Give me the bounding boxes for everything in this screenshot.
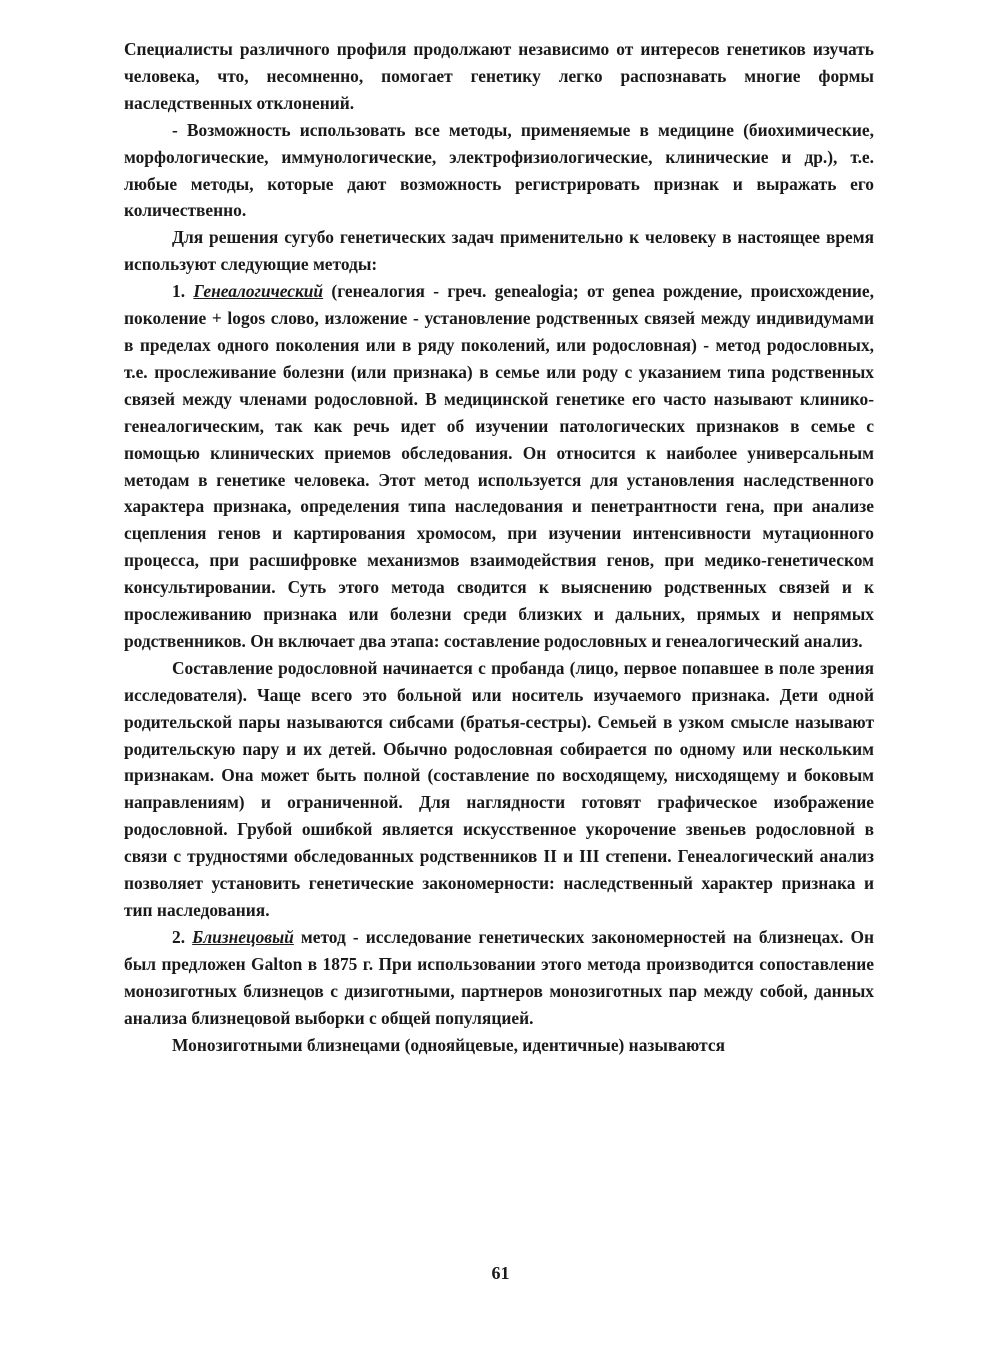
paragraph-genealogical-method: [124, 278, 874, 655]
paragraph-body: (генеалогия - греч. genealogia; от genea рождение, происхождение, поколение + logos слово, изложение - установление родственных связей между индивидумами в пределах одного поколения или в ряду поколений, или родословная) - метод родословных, т.е. прослеживание болезни (или признака) в семье или роду с указанием типа родственных связей между членами родословной. В медицинской генетике его часто называют клинико-генеалогическим, так как речь идет об изучении патологических признаков в семье с помощью клинических приемов обследования. Он относится к наиболее универсальным методам в генетике человека. Этот метод используется для установления наследственного характера признака, определения типа наследования и пенетрантности гена, при анализе сцепления генов и картирования хромосом, при изучении интенсивности мутационного процесса, при расшифровке механизмов взаимодействия генов, при медико-генетическом консультировании. Суть этого метода сводится к выяснению родственных связей и к прослеживанию признака или болезни среди близких и дальних, прямых и непрямых родственников. Он включает два этапа: составление родословных и генеалогический анализ.: [124, 281, 874, 651]
method-term-twin: Близнецовый: [192, 926, 294, 947]
paragraph-methods-list-intro: Для решения сугубо генетических задач применительно к человеку в настоящее время используют следующие методы:: [124, 227, 874, 275]
paragraph-methods-possibility: - Возможность использовать все методы, применяемые в медицине (биохимические, морфологические, иммунологические, электрофизиологические, клинические и др.), т.е. любые методы, которые дают возможность регистрировать признак и выражать его количественно.: [124, 119, 874, 221]
list-number: 1.: [172, 281, 186, 302]
page-number: 61: [491, 1263, 510, 1283]
method-term-genealogical: Генеалогический: [193, 281, 324, 302]
paragraph-body: метод - исследование генетических закономерностей на близнецах. Он был предложен Galton в 1875 г. При использовании этого метода производится сопоставление монозиготных близнецов с дизиготными, партнеров монозиготных пар между собой, данных анализа близнецовой выборки с общей популяцией.: [124, 926, 874, 1028]
paragraph-intro: Специалисты различного профиля продолжают независимо от интересов генетиков изучать человека, что, несомненно, помогает генетику легко распознавать многие формы наследственных отклонений.: [124, 39, 874, 113]
list-number: 2.: [172, 926, 186, 947]
paragraph-monozygotic: Монозиготными близнецами (однояйцевые, идентичные) называются: [172, 1034, 725, 1055]
document-page: [124, 36, 874, 1058]
paragraph-pedigree-compilation: Составление родословной начинается с пробанда (лицо, первое попавшее в поле зрения исследователя). Чаще всего это больной или носитель изучаемого признака. Дети одной родительской пары называются сибсами (братья-сестры). Семьей в узком смысле называют родительскую пару и их детей. Обычно родословная собирается по одному или нескольким признакам. Она может быть полной (составление по восходящему, нисходящему и боковым направлениям) и ограниченной. Для наглядности готовят графическое изображение родословной. Грубой ошибкой является искусственное укорочение звеньев родословной в связи с трудностями обследованных родственников II и III степени. Генеалогический анализ позволяет установить генетические закономерности: наследственный характер признака и тип наследования.: [124, 657, 874, 920]
paragraph-twin-method: [124, 924, 874, 1032]
